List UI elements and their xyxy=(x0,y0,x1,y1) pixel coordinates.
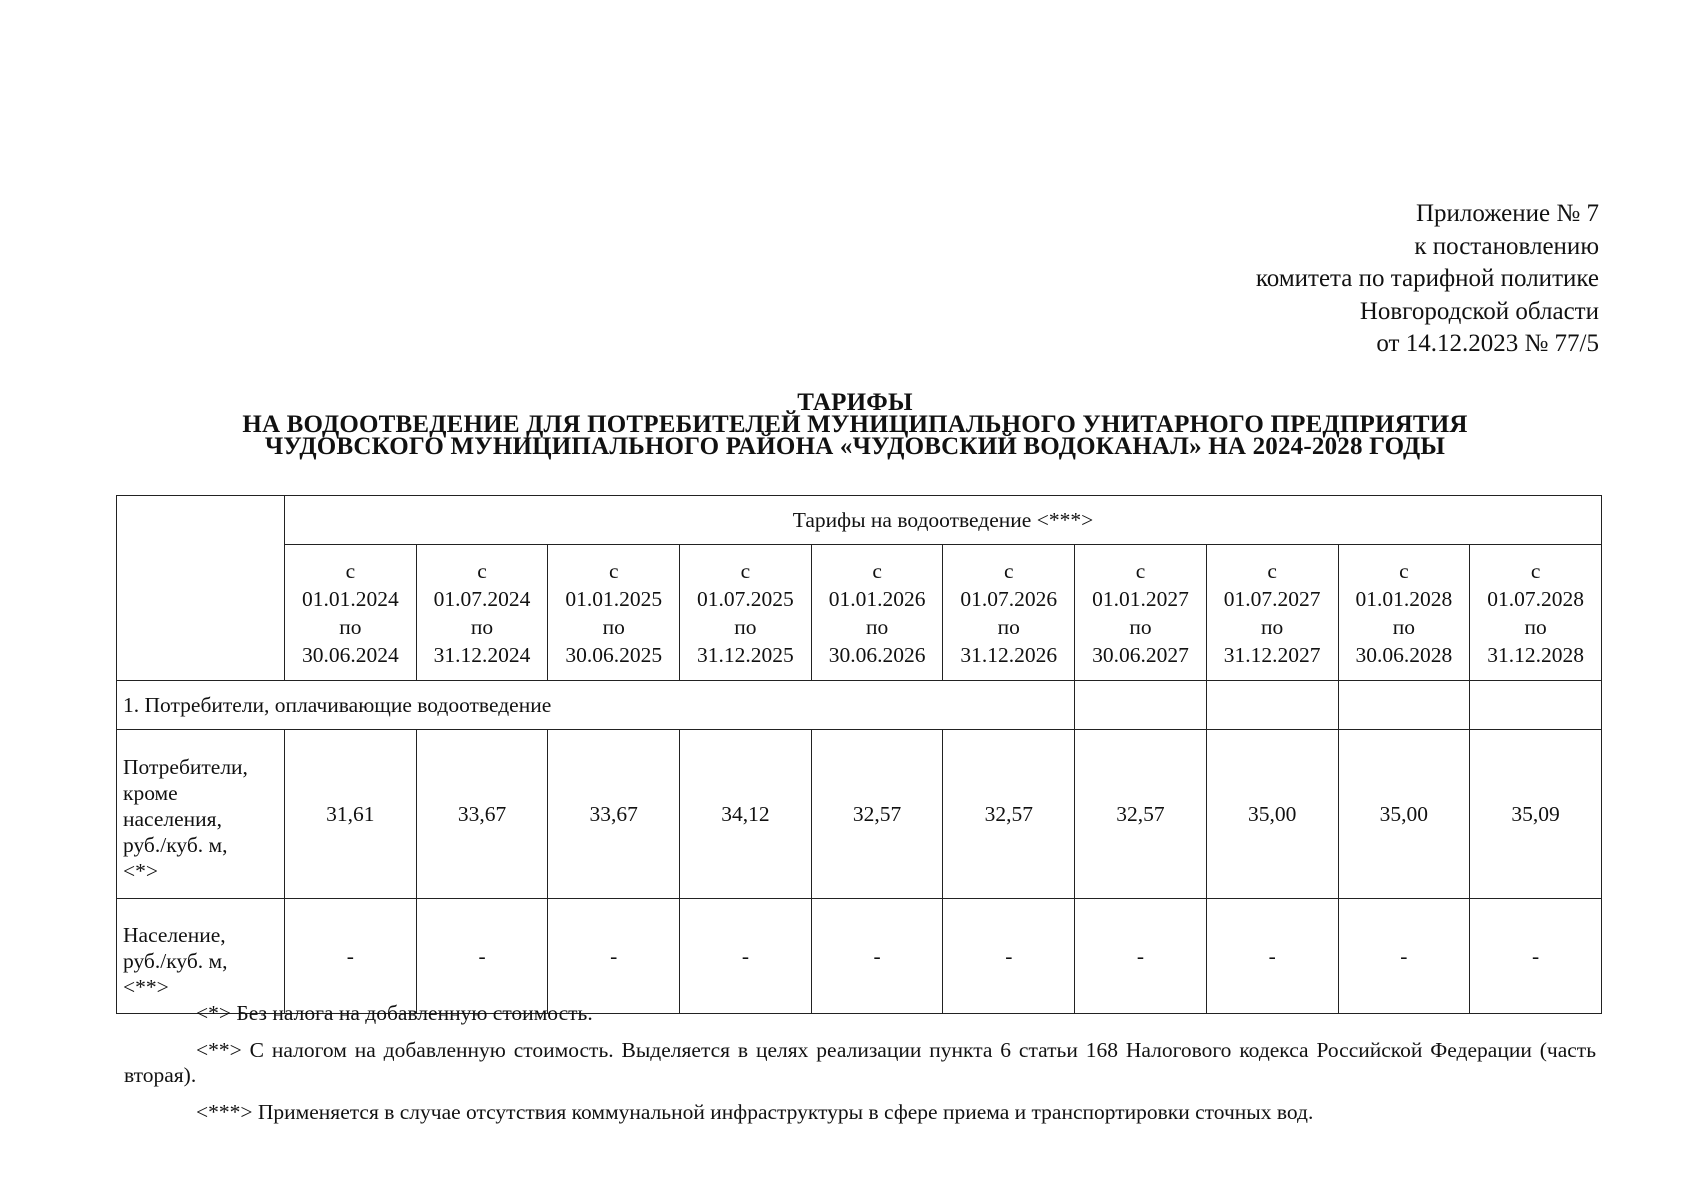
title-line: ТАРИФЫ xyxy=(797,389,913,416)
period-prefix: с xyxy=(1135,558,1146,583)
period-mid: по xyxy=(1524,614,1547,639)
period-to: 30.06.2026 xyxy=(828,642,926,667)
row-label-line: <**> xyxy=(123,975,169,999)
period-to: 31.12.2026 xyxy=(960,642,1058,667)
period-from: 01.01.2028 xyxy=(1355,586,1453,611)
row-label-line: кроме xyxy=(123,781,178,805)
group-header-cell: Тарифы на водоотведение <***> xyxy=(285,496,1602,545)
section-row xyxy=(117,681,1602,730)
period-mid: по xyxy=(602,614,625,639)
period-header-cell xyxy=(285,545,417,681)
tariff-value-cell: - xyxy=(1338,899,1470,1014)
period-header-cell xyxy=(680,545,812,681)
period-header-cell xyxy=(416,545,548,681)
period-from: 01.07.2026 xyxy=(960,586,1058,611)
footnote-2: <**> С налогом на добавленную стоимость. Выделяется в целях реализации пункта 6 статьи 168 Налогового кодекса Российской Федерации (часть вторая). xyxy=(124,1038,1596,1087)
period-mid: по xyxy=(997,614,1020,639)
appendix-number: Приложение № 7 xyxy=(1415,200,1599,227)
tariff-value-cell: 34,12 xyxy=(680,730,812,899)
period-from: 01.01.2027 xyxy=(1092,586,1189,611)
row-label-line: Население, xyxy=(123,923,226,947)
tariff-value-cell: 35,00 xyxy=(1206,730,1338,899)
period-prefix: с xyxy=(740,558,751,583)
appendix-block xyxy=(1256,198,1599,361)
period-mid: по xyxy=(1129,614,1152,639)
period-to: 31.12.2028 xyxy=(1487,642,1584,667)
tariff-value-cell: 31,61 xyxy=(285,730,417,899)
table-header-row xyxy=(117,496,1602,545)
period-mid: по xyxy=(865,614,889,639)
footnote-3: <***> Применяется в случае отсутствия коммунальной инфраструктуры в сфере приема и транспортировки сточных вод. xyxy=(196,1100,1314,1124)
tariff-value-cell: 35,00 xyxy=(1338,730,1470,899)
tariff-value-cell: - xyxy=(1470,899,1602,1014)
period-from: 01.01.2026 xyxy=(828,586,926,611)
appendix-line: комитета по тарифной политике xyxy=(1255,265,1599,292)
period-header-cell xyxy=(1470,545,1602,681)
tariff-value-cell: - xyxy=(416,899,548,1014)
period-mid: по xyxy=(1261,614,1284,639)
row-label-line: руб./куб. м, xyxy=(123,833,228,857)
period-header-cell xyxy=(1075,545,1207,681)
section-label-cell: 1. Потребители, оплачивающие водоотведение xyxy=(117,681,1075,730)
period-to: 30.06.2025 xyxy=(565,642,663,667)
tariff-value-cell: 33,67 xyxy=(416,730,548,899)
period-to: 30.06.2028 xyxy=(1355,642,1453,667)
tariff-table xyxy=(116,495,1602,1014)
tariff-value-cell: - xyxy=(548,899,680,1014)
footnote-1: <*> Без налога на добавленную стоимость. xyxy=(196,1001,593,1025)
title-line: ЧУДОВСКОГО МУНИЦИПАЛЬНОГО РАЙОНА «ЧУДОВСКИЙ ВОДОКАНАЛ» НА 2024-2028 ГОДЫ xyxy=(264,433,1446,460)
tariff-value-cell: - xyxy=(1206,899,1338,1014)
period-prefix: с xyxy=(872,558,882,583)
period-prefix: с xyxy=(1004,558,1014,583)
empty-cell xyxy=(1075,681,1207,730)
period-header-row xyxy=(117,545,1602,681)
title-line: НА ВОДООТВЕДЕНИЕ ДЛЯ ПОТРЕБИТЕЛЕЙ МУНИЦИПАЛЬНОГО УНИТАРНОГО ПРЕДПРИЯТИЯ xyxy=(242,411,1468,438)
period-to: 31.12.2024 xyxy=(433,642,531,667)
tariff-value-cell: - xyxy=(943,899,1075,1014)
tariff-value-cell: - xyxy=(285,899,417,1014)
appendix-date: от 14.12.2023 № 77/5 xyxy=(1376,330,1599,357)
tariff-value-cell: - xyxy=(680,899,812,1014)
period-header-cell xyxy=(1338,545,1470,681)
row-label-line: Потребители, xyxy=(123,755,248,779)
empty-cell xyxy=(1470,681,1602,730)
period-mid: по xyxy=(339,614,362,639)
tariff-value-cell: 35,09 xyxy=(1470,730,1602,899)
period-to: 31.12.2027 xyxy=(1223,642,1321,667)
appendix-line: к постановлению xyxy=(1414,232,1599,260)
row-label-cell xyxy=(117,730,285,899)
corner-cell xyxy=(117,496,285,681)
period-from: 01.07.2028 xyxy=(1487,586,1584,611)
period-from: 01.01.2024 xyxy=(301,586,399,611)
row-label-line: населения, xyxy=(123,807,222,831)
period-prefix: с xyxy=(1399,558,1409,583)
table-row-non-population xyxy=(117,730,1602,899)
tariff-value-cell: 32,57 xyxy=(1075,730,1207,899)
document-title xyxy=(110,389,1600,460)
tariff-value-cell: 32,57 xyxy=(811,730,943,899)
appendix-line: Новгородской области xyxy=(1359,297,1599,325)
period-to: 31.12.2025 xyxy=(697,642,794,667)
tariff-value-cell: - xyxy=(811,899,943,1014)
period-to: 30.06.2027 xyxy=(1092,642,1189,667)
period-mid: по xyxy=(470,614,494,639)
period-from: 01.01.2025 xyxy=(565,586,663,611)
period-prefix: с xyxy=(608,558,619,583)
period-mid: по xyxy=(1392,614,1415,639)
tariff-value-cell: 32,57 xyxy=(943,730,1075,899)
period-prefix: с xyxy=(477,558,487,583)
table-row-population xyxy=(117,899,1602,1014)
row-label-cell xyxy=(117,899,285,1014)
period-mid: по xyxy=(734,614,757,639)
tariff-value-cell: 33,67 xyxy=(548,730,680,899)
empty-cell xyxy=(1206,681,1338,730)
period-header-cell xyxy=(1206,545,1338,681)
period-from: 01.07.2025 xyxy=(697,586,794,611)
period-prefix: с xyxy=(1267,558,1277,583)
period-prefix: с xyxy=(345,558,356,583)
tariff-value-cell: - xyxy=(1075,899,1207,1014)
row-label-line: руб./куб. м, xyxy=(123,949,228,973)
period-from: 01.07.2027 xyxy=(1223,586,1321,611)
period-header-cell xyxy=(548,545,680,681)
period-to: 30.06.2024 xyxy=(301,642,399,667)
footnotes xyxy=(124,1001,1596,1125)
period-header-cell xyxy=(811,545,943,681)
period-from: 01.07.2024 xyxy=(433,586,531,611)
period-prefix: с xyxy=(1530,558,1541,583)
empty-cell xyxy=(1338,681,1470,730)
period-header-cell xyxy=(943,545,1075,681)
row-label-line: <*> xyxy=(123,859,159,883)
